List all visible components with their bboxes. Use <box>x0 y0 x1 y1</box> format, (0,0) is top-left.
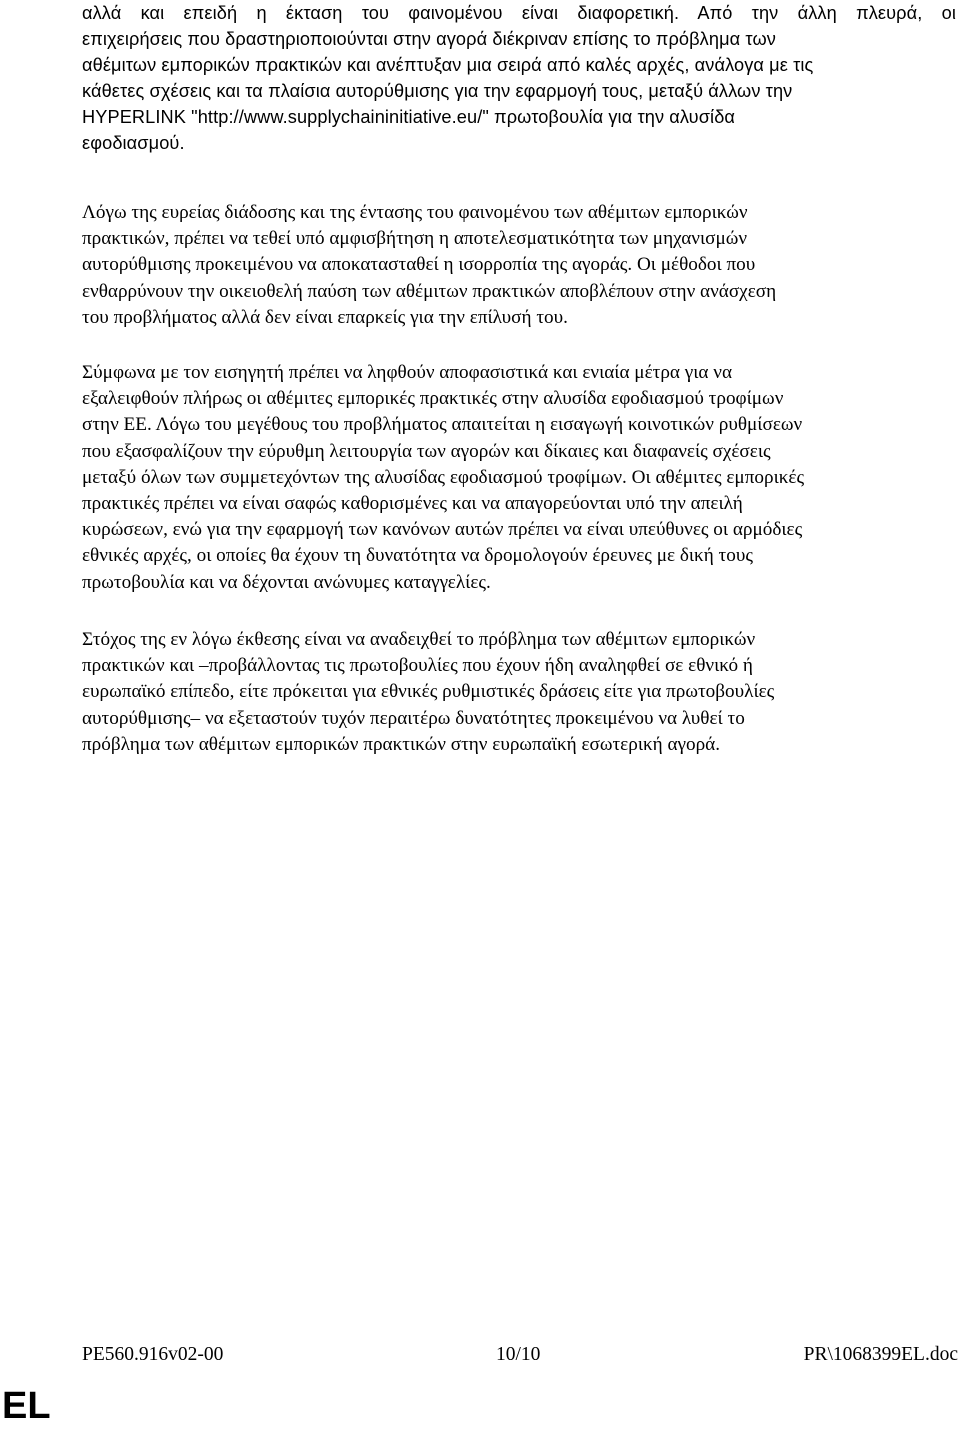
paragraph-3-line: Σύμφωνα με τον εισηγητή πρέπει να ληφθούν αποφασιστικά και ενιαία μέτρα για να <box>82 362 733 383</box>
paragraph-1 <box>82 0 956 156</box>
paragraph-3-line: εξαλειφθούν πλήρως οι αθέμιτες εμπορικές πρακτικές στην αλυσίδα εφοδιασμού τροφίμων <box>82 388 784 410</box>
paragraph-3-line: που εξασφαλίζουν την εύρυθμη λειτουργία των αγορών και δίκαιες και διαφανείς σχέσεις <box>82 440 771 462</box>
paragraph-3-line: εθνικές αρχές, οι οποίες θα έχουν τη δυνατότητα να δρομολογούν έρευνες με δική τους <box>82 545 753 567</box>
paragraph-3-line: πρακτικές πρέπει να είναι σαφώς καθορισμένες και να απαγορεύονται υπό την απειλή <box>82 493 743 515</box>
paragraph-1-line: αλλά και επειδή η έκταση του φαινομένου είναι διαφορετική. Από την άλλη πλευρά, οι <box>82 3 956 23</box>
paragraph-1-line: επιχειρήσεις που δραστηριοποιούνται στην αγορά διέκριναν επίσης το πρόβλημα των <box>82 29 776 49</box>
paragraph-3-line: στην ΕΕ. Λόγω του μεγέθους του προβλήματος απαιτείται η εισαγωγή κοινοτικών ρυθμίσεων <box>82 414 803 436</box>
paragraph-2 <box>82 200 956 331</box>
paragraph-1-line: αθέμιτων εμπορικών πρακτικών και ανέπτυξαν μια σειρά από καλές αρχές, ανάλογα με τις <box>82 55 814 75</box>
paragraph-3-line: μεταξύ όλων των συμμετεχόντων της αλυσίδας εφοδιασμού τροφίμων. Οι αθέμιτες εμπορικές <box>82 466 805 488</box>
paragraph-3 <box>82 360 956 596</box>
paragraph-3-line: πρωτοβουλία και να δέχονται ανώνυμες καταγγελίες. <box>82 571 491 593</box>
footer-page-number: 10/10 <box>496 1344 541 1365</box>
paragraph-2-line: του προβλήματος αλλά δεν είναι επαρκείς για την επίλυσή του. <box>82 306 568 328</box>
paragraph-2-line: Λόγω της ευρείας διάδοσης και της έντασης του φαινομένου των αθέμιτων εμπορικών <box>82 202 748 223</box>
paragraph-1-line: εφοδιασμού. <box>82 133 185 153</box>
paragraph-3-line: κυρώσεων, ενώ για την εφαρμογή των κανόνων αυτών πρέπει να είναι υπεύθυνες οι αρμόδιες <box>82 519 803 541</box>
paragraph-4-line: πρόβλημα των αθέμιτων εμπορικών πρακτικών στην ευρωπαϊκή εσωτερική αγορά. <box>82 733 721 755</box>
paragraph-2-line: πρακτικών, πρέπει να τεθεί υπό αμφισβήτηση η αποτελεσματικότητα των μηχανισμών <box>82 228 748 250</box>
paragraph-4-line: Στόχος της εν λόγω έκθεσης είναι να αναδειχθεί το πρόβλημα των αθέμιτων εμπορικών <box>82 629 756 650</box>
paragraph-4-line: ευρωπαϊκό επίπεδο, είτε πρόκειται για εθνικές ρυθμιστικές δράσεις είτε για πρωτοβουλίες <box>82 681 775 703</box>
paragraph-1-line: κάθετες σχέσεις και τα πλαίσια αυτορύθμισης για την εφαρμογή τους, μεταξύ άλλων την <box>82 81 793 101</box>
paragraph-1-line: HYPERLINK "http://www.supplychaininitiative.eu/" πρωτοβουλία για την αλυσίδα <box>82 107 736 127</box>
paragraph-4-line: αυτορύθμισης– να εξεταστούν τυχόν περαιτέρω δυνατότητες προκειμένου να λυθεί το <box>82 707 745 729</box>
paragraph-4 <box>82 627 956 758</box>
paragraph-4-line: πρακτικών και –προβάλλοντας τις πρωτοβουλίες που έχουν ήδη αναληφθεί σε εθνικό ή <box>82 655 753 677</box>
language-code: EL <box>2 1385 51 1427</box>
footer-document-ref: PE560.916v02-00 <box>82 1344 224 1365</box>
paragraph-2-line: ενθαρρύνουν την οικειοθελή παύση των αθέμιτων πρακτικών αποβλέπουν στην ανάσχεση <box>82 280 777 302</box>
footer-file-ref: PR\1068399EL.doc <box>803 1344 958 1365</box>
paragraph-2-line: αυτορύθμισης προκειμένου να αποκατασταθεί η ισορροπία της αγοράς. Οι μέθοδοι που <box>82 254 756 276</box>
